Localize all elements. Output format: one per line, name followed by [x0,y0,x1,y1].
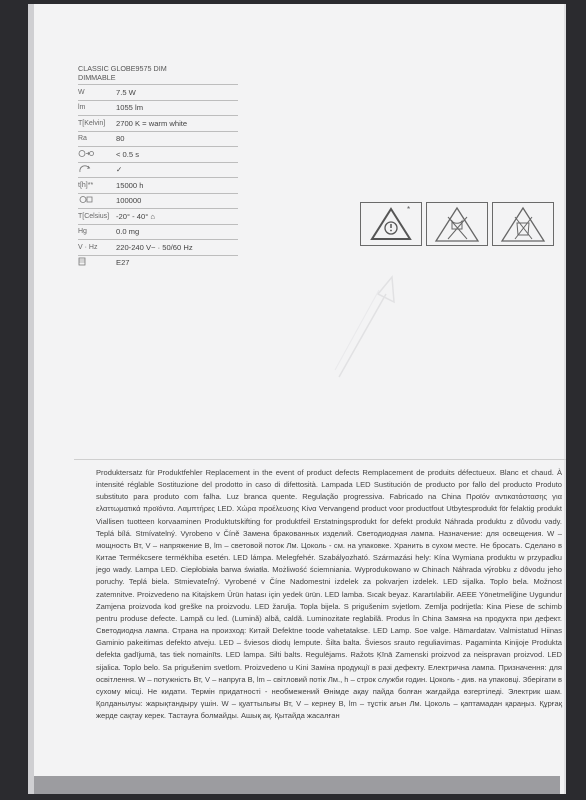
spec-label: T[Celsius] [78,212,110,220]
house-icon: ⌂ [150,211,155,221]
spec-value: 0.0 mg [116,227,140,237]
spec-row-wattage [78,84,238,100]
spec-value: < 0.5 s [116,149,140,159]
svg-text:*: * [407,205,411,214]
spec-title [78,64,238,82]
hot-lamp-warning-icon [360,202,422,246]
start-time-icon [78,149,116,160]
spec-title-line2: DIMMABLE [78,73,116,82]
spec-label: T[Kelvin] [78,119,106,127]
spec-value [116,212,238,221]
spec-value: ✓ [116,165,123,175]
spec-value: 100000 [116,196,142,206]
spec-row-cri [78,131,238,147]
spec-row-dimmable [78,162,238,178]
dispose-caution-icon [492,202,554,246]
spec-row-lumen [78,100,238,116]
spec-value: 1055 lm [116,103,144,113]
spec-label: W [78,88,85,96]
spec-value: 80 [116,134,125,144]
spec-label: t[h]** [78,181,94,189]
spec-value: 7.5 W [116,87,136,97]
spec-title-line1: CLASSIC GLOBE9575 DIM [78,64,167,73]
divider [74,459,566,460]
spec-row-base [78,255,238,271]
spec-row-lifetime [78,177,238,193]
spec-row-color-temp [78,115,238,131]
spec-row-voltage [78,239,238,255]
product-box-back-panel [28,4,566,794]
spec-row-switch-cycles [78,193,238,209]
spec-label: V · Hz [78,243,98,251]
dimmer-icon [78,164,116,176]
spec-label: Ra [78,135,87,143]
spec-row-mercury [78,224,238,240]
spec-table [78,64,238,270]
spec-value: 2700 K = warm white [116,118,188,128]
spec-value: 15000 h [116,180,144,190]
box-bottom-flap [34,776,560,794]
spec-value: E27 [116,258,130,268]
lamp-base-icon [78,257,116,269]
spec-value: 220-240 V~ · 50/60 Hz [116,242,193,252]
warning-icons [360,202,554,246]
spec-label: Hg [78,228,87,236]
legal-multilingual-text: Produktersatz für Produktfehler Replacement in the event of product defects Remplacement de produits défectueux. Blanc et chaud. À intensité réglable Sostituzione del prodotto in caso di difettosità. Lampada LED Sustitución de producto por fallo del producto Produto substituto para produto com falha. Luz branca quente. Regulação progressiva. Fabricado na China Προϊόν αντικατάστασης για ελαττωματικά προϊόντα. Λαμπτήρες LED. Χώρα προέλευσης Κίνα Vervangend product voor productfout Utbytesprodukt för felaktig produkt Viallisen tuotteen korvaaminen Produktutskifting for produktfeil Erstatningsprodukt for defekt produkt Náhrada produktu z důvodu vady. Teplá bílá. Stmívatelný. Vyrobeno v Číně Замена бракованных изделий. Светодиодная лампа. Назначение: для освещения. W – мощность Вт, V – напряжение В, lm – световой поток Лм. Цоколь - см. на упаковке. Хранить в сухом месте. Не бросать. Сделано в Китае Termékcsere termékhiba esetén. LED lámpa. Melegfehér. Szabályozható. Származási hely: Kína Wymiana produktu w przypadku jego wady. Lampa LED. Ciepłobiała barwa światła. Możliwość ściemniania. Wyprodukowano w Chinach Náhrada výrobku z dôvodu jeho poruchy. Teplá biela. Stmievateľný. Vyrobené v Číne Nadomestni izdelek za pokvarjen izdelek. LED sijalka. Toplo bela. Možnost zatemnitve. Proizvedeno na Kitajskem Ürün hatası için yedek ürün. LED lamba. Sıcak beyaz. Karartılabilir. AEEE Yönetmeliğine Uygundur Zamjena proizvoda kod greške na proizvodu. LED žarulja. Topla bijela. S prigušenim svjetlom. Zemlja podrijetla: Kina Piese de schimb pentru produse defecte. Lampă cu led. (Lumină) albă, caldă. Luminozitate reglabilă. Produs în China Замяна на продукта при дефект. Светодиодна лампа. Страна на произход: Китай Defektne toode vahetatakse. LED Lamp. Soe valge. Hämardatav. Valmistatud Hiinas Gaminio pakeitimas defekto atveju. LED – šviesos diodų lempute. Šilta balta. Šviesos srauto reguliavimas. Pagaminta Kinijoje Produkta defekta gadījumā, tas tiek nomainīts. LED lampa. Silti balts. Regulējams. Ražots Ķīnā Zamenski proizvod za neispravan proizvod. LED sijalica. Toplo belo. Sa prigušenim svetlom. Proizvedeno u Kini Заміна продукції в разі дефекту. Електрична лампа. Призначення: для освітлення. W – потужність Вт, V – напруга В, lm – світловий потік Лм., h – строк служби годин. Цоколь - див. на упаковці. Зберігати в сухому місці. Не кидати. Термін придатності - необмежений Өнімде ақау пайда болған жағдайда өзгертіледі. Электрик шам. Қолданылуы: жарықтандыру үшін. W – қуаттылығы Вт, V – кернеу В, lm – тұстік ағын Лм. Цоколь – қаптамадан қараңыз. Құрғақ жерде сақтау керек. Тастауға болмайды. Ашық ақ. Қытайда жасалған [96,468,562,721]
alignment-arrow-icon [334,272,414,387]
spec-row-start-time [78,146,238,162]
temp-range-value: -20° - 40° [116,211,149,221]
switch-cycles-icon [78,195,116,206]
spec-row-temp-range [78,208,238,224]
no-touch-when-hot-icon [426,202,488,246]
spec-label: lm [78,104,86,112]
